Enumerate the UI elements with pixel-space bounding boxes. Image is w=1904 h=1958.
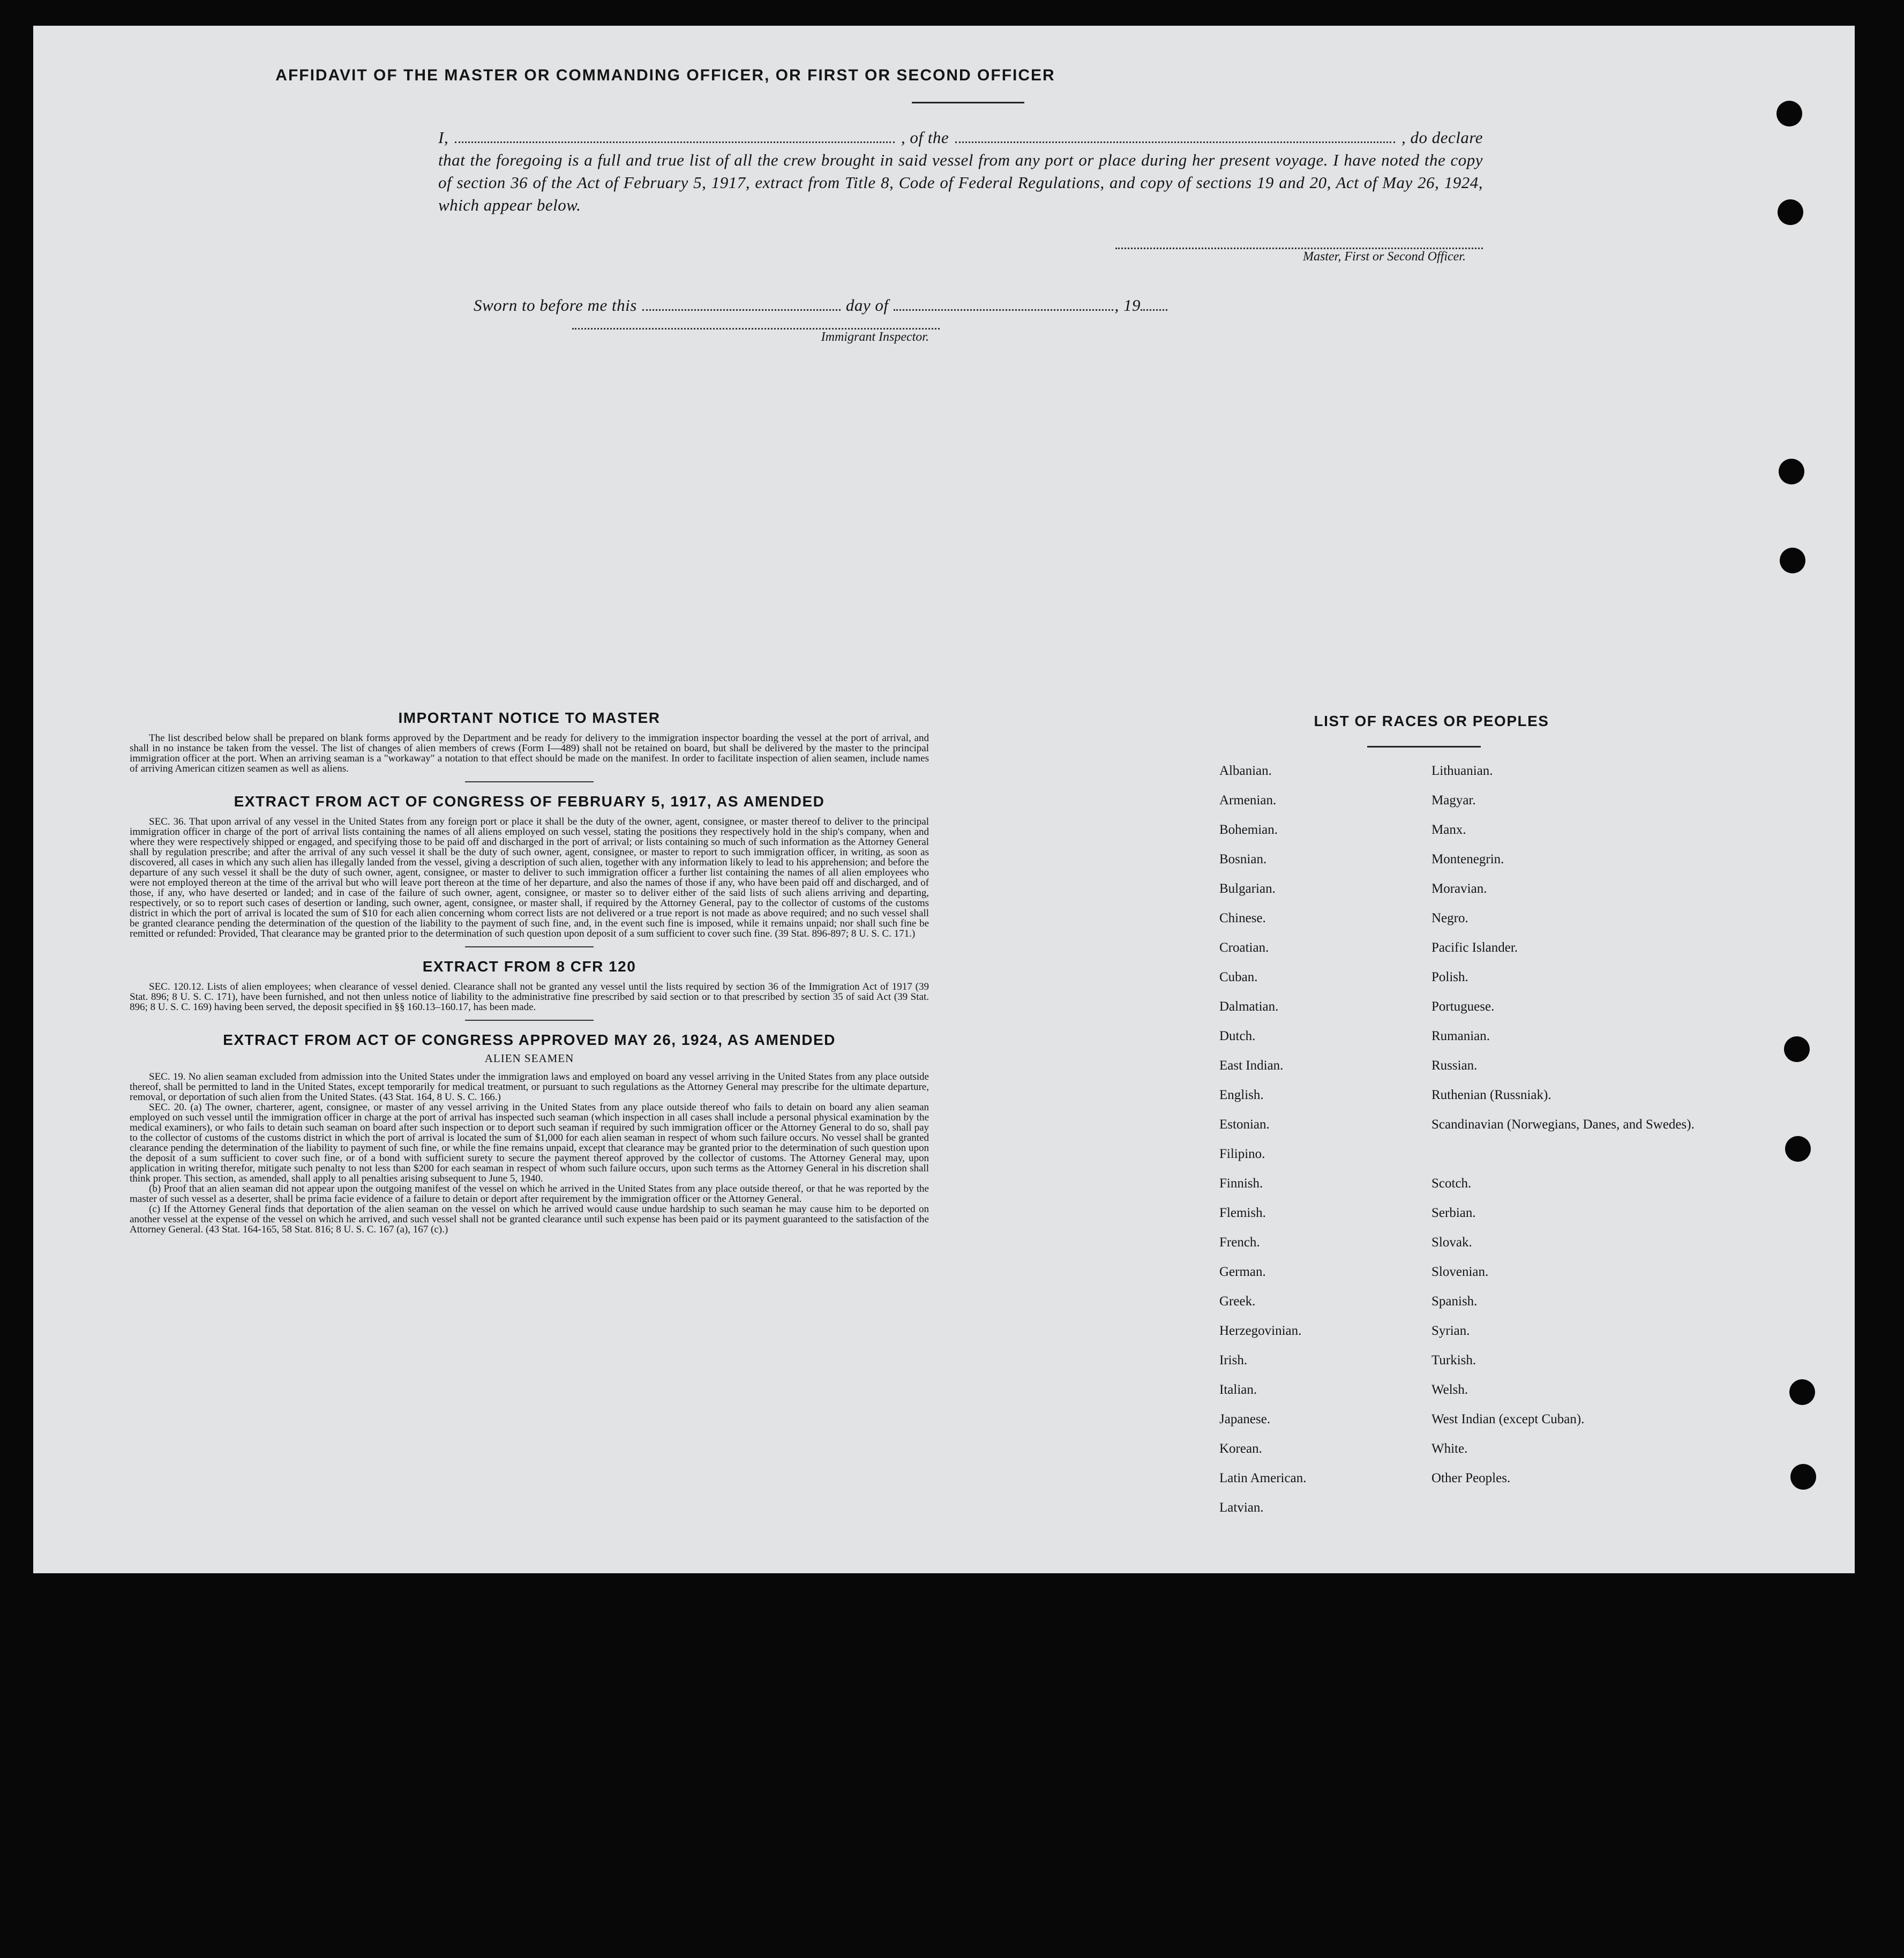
race-item: Pacific Islander. xyxy=(1431,940,1518,955)
race-item: Rumanian. xyxy=(1431,1029,1490,1043)
race-item: Armenian. xyxy=(1219,793,1277,808)
race-item: Cuban. xyxy=(1219,970,1258,984)
alien-seamen-subtitle: ALIEN SEAMEN xyxy=(484,1052,574,1065)
race-item: Spanish. xyxy=(1431,1294,1478,1309)
sec19-paragraph: SEC. 19. No alien seaman excluded from admission into the United States under the immigration laws and employed on board any vessel arriving in the United States from any place outside thereof, shall be permitted to land in the United States, except temporarily for medical treatment, or pursuant to such regulations as the Attorney General may prescribe for the ultimate departure, removal, or deportation of such alien from the United States. (43 Stat. 164, 8 U. S. C. 166.) xyxy=(130,1071,929,1103)
section-divider xyxy=(465,781,594,782)
extract-1924-heading: EXTRACT FROM ACT OF CONGRESS APPROVED MAY 26, 1924, AS AMENDED xyxy=(223,1032,836,1048)
punch-hole xyxy=(1784,1036,1810,1062)
master-signature-line[interactable] xyxy=(1115,248,1483,249)
race-item: Russian. xyxy=(1431,1058,1478,1073)
sec120-paragraph: SEC. 120.12. Lists of alien employees; when clearance of vessel denied. Clearance shall not be granted any vessel until the lists required by section 36 of the Immigration Act of 1917 (39 Stat. 896; 8 U. S. C. 171), have been furnished, and not then unless notice of liability to the administrative fine prescribed by said section or to that prescribed by section 35 of said Act (39 Stat. 896; 8 U. S. C. 169) having been served, the deposit specified in §§ 160.13–160.17, has been made. xyxy=(130,981,929,1013)
of-the-label: , of the xyxy=(901,128,949,147)
title-rule xyxy=(912,102,1024,103)
punch-hole xyxy=(1779,459,1804,484)
sworn-label: Sworn to before me this xyxy=(474,296,637,315)
race-item: Scandinavian (Norwegians, Danes, and Swedes). xyxy=(1431,1117,1695,1132)
race-item: White. xyxy=(1431,1441,1468,1456)
year-blank[interactable] xyxy=(1141,304,1167,311)
race-item: Flemish. xyxy=(1219,1206,1266,1220)
race-item: Dalmatian. xyxy=(1219,999,1279,1014)
race-item: Korean. xyxy=(1219,1441,1262,1456)
extract-1924-text xyxy=(130,1072,929,1235)
race-item: Other Peoples. xyxy=(1431,1471,1511,1485)
race-item: Croatian. xyxy=(1219,940,1269,955)
race-item: Estonian. xyxy=(1219,1117,1270,1132)
race-item: East Indian. xyxy=(1219,1058,1284,1073)
race-item: Finnish. xyxy=(1219,1176,1263,1191)
race-item: Italian. xyxy=(1219,1382,1257,1397)
extract-8cfr-text xyxy=(130,982,929,1012)
race-item: Irish. xyxy=(1219,1353,1248,1367)
sec20a-paragraph: SEC. 20. (a) The owner, charterer, agent, consignee, or master of any vessel arriving in the United States from any place outside thereof who fails to detain on board any alien seaman employed on such vessel until the immigration officer in charge at the port of arrival has inspected such seaman (which inspection in all cases shall include a personal physical examination by the medical examiners), or who fails to detain such seaman on board after such inspection or to deport such seaman if required by such immigration officer or the Attorney General to do so, shall pay to the collector of customs of the customs district in which the port of arrival is located the sum of $1,000 for each alien seaman in respect of whom such failure occurs. No vessel shall be granted clearance pending the determination of the liability to payment of such fine, or while the fine remains unpaid, except that clearance may be granted prior to the determination of such question upon the deposit of a sum sufficient to cover such fine, or of a bond with sufficient surety to secure the payment thereof approved by the collector of customs. The Attorney General may, upon application in writing therefor, mitigate such penalty to not less than $200 for each seaman in respect of whom such failure occurs, upon such terms as the Attorney General in his discretion shall think proper. This section, as amended, shall apply to all penalties arising subsequent to June 5, 1940. xyxy=(130,1102,929,1184)
inspector-signature-line[interactable] xyxy=(572,328,940,330)
race-item: Latin American. xyxy=(1219,1471,1307,1485)
punch-hole xyxy=(1776,101,1802,126)
race-item: West Indian (except Cuban). xyxy=(1431,1412,1585,1426)
document-page xyxy=(33,26,1855,1573)
notice-text xyxy=(130,733,929,774)
race-item: Welsh. xyxy=(1431,1382,1468,1397)
sec20c-paragraph: (c) If the Attorney General finds that deportation of the alien seaman on the vessel on which he arrived would cause undue hardship to such seaman he may cause him to be deported on another vessel at the expense of the vessel on which he arrived, and such vessel shall not be granted clearance until such expense has been paid or its payment guaranteed to the satisfaction of the Attorney General. (43 Stat. 164-165, 58 Stat. 816; 8 U. S. C. 167 (a), 167 (c).) xyxy=(130,1204,929,1235)
races-title: LIST OF RACES OR PEOPLES xyxy=(1314,713,1549,729)
race-item: Lithuanian. xyxy=(1431,764,1493,778)
month-blank[interactable] xyxy=(894,304,1113,311)
race-item: Polish. xyxy=(1431,970,1468,984)
race-item: Manx. xyxy=(1431,823,1466,837)
punch-hole xyxy=(1790,1464,1816,1490)
sec36-paragraph: SEC. 36. That upon arrival of any vessel in the United States from any foreign port or place it shall be the duty of the owner, agent, consignee, or master thereof to deliver to the principal immigration officer in charge of the port of arrival lists containing the names of all aliens employed on such vessel, stating the positions they respectively hold in the ship's company, when and where they were respectively shipped or engaged, and specifying those to be paid off and discharged in the port of arrival; or lists containing so much of such information as the Attorney General shall by regulation prescribe; and after the arrival of any such vessel it shall be the duty of such owner, agent, consignee, or master to report to such immigration officer, in writing, as soon as discovered, all cases in which any such alien has illegally landed from the vessel, giving a description of such alien, together with any information likely to lead to his apprehension; and before the departure of any such vessel it shall be the duty of such owner, agent, consignee, or master to deliver to such immigration officer a further list containing the names of all alien employees who were not employed thereon at the time of the arrival but who will leave port thereon at the time of her departure, and also the names of those if any, who have been paid off and discharged, and of those, if any, who have deserted or landed; and in case of the failure of such owner, agent, consignee, or master so to deliver either of the said lists of such aliens arriving and departing, respectively, or so to report such cases of desertion or landing, such owner, agent, consignee, or master shall, if required by the Attorney General, pay to the collector of customs of the customs district in which the port of arrival is located the sum of $10 for each alien concerning whom correct lists are not delivered or a true report is not made as above required; and no such vessel shall be granted clearance pending the determination of the question of the liability to the payment of such fine, and, in the event such fine is imposed, while it remains unpaid; nor shall such fine be remitted or refunded: Provided, That clearance may be granted prior to the determination of such question upon deposit of a sum sufficient to cover such fine. (39 Stat. 896-897; 8 U. S. C. 171.) xyxy=(130,816,929,939)
punch-hole xyxy=(1780,548,1805,573)
punch-hole xyxy=(1789,1379,1815,1405)
punch-hole xyxy=(1778,199,1803,225)
year-label: , 19 xyxy=(1114,296,1141,315)
sworn-line xyxy=(474,296,1173,315)
master-signature-label: Master, First or Second Officer. xyxy=(1303,250,1466,264)
race-item: Bulgarian. xyxy=(1219,881,1276,896)
name-blank[interactable] xyxy=(455,136,895,143)
title-rule xyxy=(1367,746,1481,748)
race-item: Magyar. xyxy=(1431,793,1476,808)
punch-hole xyxy=(1785,1136,1811,1162)
race-item xyxy=(1431,1146,1699,1176)
race-item: Chinese. xyxy=(1219,911,1266,925)
declaration-line xyxy=(438,126,1483,149)
race-item: German. xyxy=(1219,1265,1266,1279)
vessel-blank[interactable] xyxy=(955,136,1395,143)
race-item: Albanian. xyxy=(1219,764,1272,778)
extract-1917-text xyxy=(130,817,929,939)
race-item: Dutch. xyxy=(1219,1029,1256,1043)
race-item: Ruthenian (Russniak). xyxy=(1431,1088,1551,1102)
sec20b-paragraph: (b) Proof that an alien seaman did not appear upon the outgoing manifest of the vessel on which he arrived in the United States from any place outside thereof, or that he was reported by the master of such vessel as a deserter, shall be prima facie evidence of a failure to detain or deport after requirement by the immigration officer or the Attorney General. xyxy=(130,1183,929,1205)
race-item: Scotch. xyxy=(1431,1176,1472,1191)
notice-paragraph: The list described below shall be prepared on blank forms approved by the Department and be ready for delivery to the immigration inspector boarding the vessel at the port of arrival, and shall in no instance be taken from the vessel. The list of changes of alien members of crews (Form I—489) shall not be retained on board, but shall be delivered by the master to the principal immigration officer at the port. When an arriving seaman is a "workaway" a notation to that effect should be made on the manifest. In order to facilitate inspection of alien seamen, include names of arriving American citizen seamen as well as aliens. xyxy=(130,733,929,774)
affidavit-statement xyxy=(438,126,1483,216)
race-item: Serbian. xyxy=(1431,1206,1476,1220)
section-divider xyxy=(465,946,594,947)
race-item: Negro. xyxy=(1431,911,1468,925)
race-item: Greek. xyxy=(1219,1294,1256,1309)
inspector-label: Immigrant Inspector. xyxy=(821,330,929,344)
race-item: Bosnian. xyxy=(1219,852,1267,866)
extract-1917-heading: EXTRACT FROM ACT OF CONGRESS OF FEBRUARY 5, 1917, AS AMENDED xyxy=(234,793,825,810)
affidavit-title: AFFIDAVIT OF THE MASTER OR COMMANDING OFFICER, OR FIRST OR SECOND OFFICER xyxy=(275,66,1055,84)
extract-8cfr-heading: EXTRACT FROM 8 CFR 120 xyxy=(422,958,636,975)
race-item: Syrian. xyxy=(1431,1324,1470,1338)
race-item: Portuguese. xyxy=(1431,999,1495,1014)
day-of-label: day of xyxy=(845,296,889,315)
race-item: Slovenian. xyxy=(1431,1265,1489,1279)
section-divider xyxy=(465,1020,594,1021)
race-item: French. xyxy=(1219,1235,1260,1250)
race-item: Bohemian. xyxy=(1219,823,1278,837)
notice-heading: IMPORTANT NOTICE TO MASTER xyxy=(398,709,661,726)
do-declare-label: , do declare xyxy=(1401,128,1483,147)
affidavit-body-text: that the foregoing is a full and true list of all the crew brought in said vessel from any port or place during her present voyage. I have noted the copy of section 36 of the Act of February 5, 1917, extract from Title 8, Code of Federal Regulations, and copy of sections 19 and 20, Act of May 26, 1924, which appear below. xyxy=(438,151,1483,214)
day-blank[interactable] xyxy=(642,304,841,311)
race-item: Latvian. xyxy=(1219,1500,1264,1515)
i-label: I, xyxy=(438,128,449,147)
races-right-column xyxy=(1431,763,1699,1500)
race-item: Turkish. xyxy=(1431,1353,1476,1367)
races-left-column xyxy=(1219,763,1423,1529)
race-item: Moravian. xyxy=(1431,881,1487,896)
race-item: Montenegrin. xyxy=(1431,852,1504,866)
race-item: Herzegovinian. xyxy=(1219,1324,1302,1338)
legal-notices xyxy=(130,709,929,1235)
race-item: English. xyxy=(1219,1088,1264,1102)
race-item: Japanese. xyxy=(1219,1412,1271,1426)
race-item: Slovak. xyxy=(1431,1235,1472,1250)
race-item: Filipino. xyxy=(1219,1147,1265,1161)
